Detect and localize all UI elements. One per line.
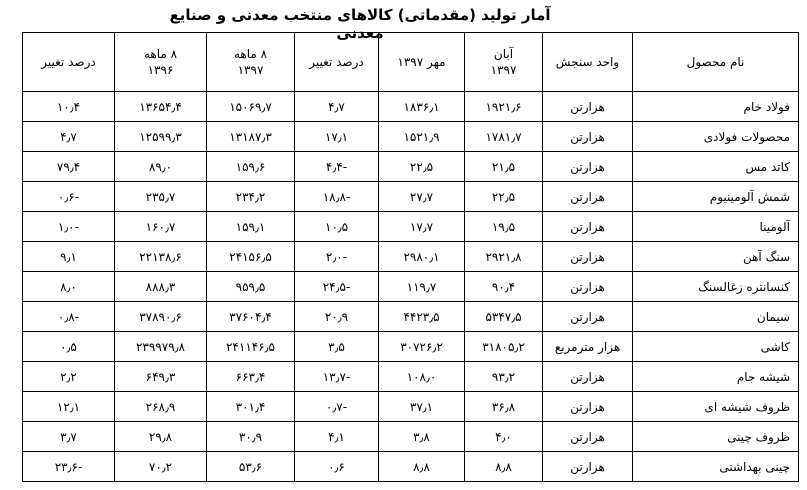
cell-change-monthly: -۰٫۷ [295, 392, 379, 422]
cell-product-name: کاشی [633, 332, 799, 362]
cell-change-monthly: -۲۴٫۵ [295, 272, 379, 302]
table-row [23, 362, 799, 392]
cell-unit: هزارتن [543, 362, 633, 392]
cell-aban: ۵۳۴۷٫۵ [465, 302, 543, 332]
cell-mehr: ۲۷٫۷ [379, 182, 465, 212]
header-8month-1397 [207, 33, 295, 92]
cell-change-monthly: ۱۷٫۱ [295, 122, 379, 152]
cell-aban: ۲۲٫۵ [465, 182, 543, 212]
cell-8month-1397: ۵۳٫۶ [207, 452, 295, 482]
cell-8month-1397: ۱۳۱۸۷٫۳ [207, 122, 295, 152]
cell-8month-1396: ۲۳۹۹۷۹٫۸ [115, 332, 207, 362]
header-mehr: مهر ۱۳۹۷ [379, 33, 465, 92]
cell-8month-1397: ۱۵۹٫۶ [207, 152, 295, 182]
cell-8month-1397: ۳۰۱٫۴ [207, 392, 295, 422]
table-body [23, 92, 799, 482]
page-title: آمار تولید (مقدماتی) کالاهای منتخب معدنی و صنایع معدنی [169, 6, 551, 42]
production-table [22, 32, 799, 482]
table-row [23, 212, 799, 242]
cell-unit: هزارتن [543, 422, 633, 452]
cell-8month-1396: ۶۴۹٫۳ [115, 362, 207, 392]
cell-product-name: سنگ آهن [633, 242, 799, 272]
header-aban-month: آبان [493, 47, 514, 61]
cell-aban: ۱۷۸۱٫۷ [465, 122, 543, 152]
cell-product-name: ظروف شیشه ای [633, 392, 799, 422]
cell-change-monthly: ۴٫۷ [295, 92, 379, 122]
cell-aban: ۳۶٫۸ [465, 392, 543, 422]
header-8month-1397-year: ۱۳۹۷ [237, 63, 264, 77]
cell-product-name: محصولات فولادی [633, 122, 799, 152]
cell-mehr: ۴۴۲۳٫۵ [379, 302, 465, 332]
header-8month-1397-label: ۸ ماهه [233, 47, 268, 61]
cell-8month-1396: ۲۶۸٫۹ [115, 392, 207, 422]
cell-change-monthly: -۱۸٫۸ [295, 182, 379, 212]
cell-aban: ۳۱۸۰۵٫۲ [465, 332, 543, 362]
header-change-8month: درصد تغییر [23, 33, 115, 92]
cell-8month-1396: ۲۳۵٫۷ [115, 182, 207, 212]
header-change-monthly: درصد تغییر [295, 33, 379, 92]
cell-product-name: شیشه جام [633, 362, 799, 392]
cell-8month-1397: ۲۴۱۵۶٫۵ [207, 242, 295, 272]
cell-unit: هزارتن [543, 302, 633, 332]
cell-8month-1396: ۲۲۱۳۸٫۶ [115, 242, 207, 272]
cell-aban: ۴٫۰ [465, 422, 543, 452]
cell-change-monthly: -۲٫۰ [295, 242, 379, 272]
table-row [23, 152, 799, 182]
cell-unit: هزارتن [543, 212, 633, 242]
header-aban [465, 33, 543, 92]
table-row [23, 122, 799, 152]
cell-aban: ۲۹۲۱٫۸ [465, 242, 543, 272]
cell-change-monthly: ۱۰٫۵ [295, 212, 379, 242]
cell-8month-1396: ۱۳۶۵۴٫۴ [115, 92, 207, 122]
cell-mehr: ۱۸۳۶٫۱ [379, 92, 465, 122]
cell-mehr: ۳۷٫۱ [379, 392, 465, 422]
cell-change-8month: ۷۹٫۴ [23, 152, 115, 182]
cell-product-name: چینی بهداشتی [633, 452, 799, 482]
table-row [23, 242, 799, 272]
cell-8month-1396: ۱۲۵۹۹٫۳ [115, 122, 207, 152]
cell-change-8month: ۸٫۰ [23, 272, 115, 302]
cell-8month-1396: ۳۷۸۹۰٫۶ [115, 302, 207, 332]
header-unit: واحد سنجش [543, 33, 633, 92]
cell-aban: ۱۹۲۱٫۶ [465, 92, 543, 122]
cell-change-8month: ۱۰٫۴ [23, 92, 115, 122]
cell-8month-1396: ۲۹٫۸ [115, 422, 207, 452]
cell-change-monthly: ۲۰٫۹ [295, 302, 379, 332]
cell-change-8month: ۱۲٫۱ [23, 392, 115, 422]
cell-mehr: ۱۵۲۱٫۹ [379, 122, 465, 152]
cell-change-8month: -۱٫۰ [23, 212, 115, 242]
cell-change-monthly: ۳٫۵ [295, 332, 379, 362]
table-row [23, 302, 799, 332]
cell-unit: هزار مترمربع [543, 332, 633, 362]
cell-mehr: ۸٫۸ [379, 452, 465, 482]
cell-8month-1396: ۷۰٫۲ [115, 452, 207, 482]
cell-product-name: فولاد خام [633, 92, 799, 122]
cell-change-monthly: ۴٫۱ [295, 422, 379, 452]
cell-aban: ۹۰٫۴ [465, 272, 543, 302]
cell-mehr: ۲۹۸۰٫۱ [379, 242, 465, 272]
cell-unit: هزارتن [543, 392, 633, 422]
table-row [23, 452, 799, 482]
cell-8month-1397: ۱۵۰۶۹٫۷ [207, 92, 295, 122]
cell-mehr: ۳٫۸ [379, 422, 465, 452]
cell-unit: هزارتن [543, 92, 633, 122]
cell-aban: ۸٫۸ [465, 452, 543, 482]
cell-8month-1397: ۶۶۳٫۴ [207, 362, 295, 392]
cell-mehr: ۱۷٫۷ [379, 212, 465, 242]
header-row [23, 33, 799, 92]
table-row [23, 422, 799, 452]
cell-change-8month: -۲۳٫۶ [23, 452, 115, 482]
cell-8month-1397: ۹۵۹٫۵ [207, 272, 295, 302]
cell-unit: هزارتن [543, 152, 633, 182]
table-row [23, 182, 799, 212]
cell-change-8month: -۰٫۸ [23, 302, 115, 332]
cell-unit: هزارتن [543, 242, 633, 272]
cell-8month-1397: ۲۳۴٫۲ [207, 182, 295, 212]
cell-aban: ۹۳٫۲ [465, 362, 543, 392]
table-row [23, 272, 799, 302]
header-aban-year: ۱۳۹۷ [490, 63, 517, 77]
cell-aban: ۱۹٫۵ [465, 212, 543, 242]
cell-change-monthly: ۰٫۶ [295, 452, 379, 482]
table-row [23, 392, 799, 422]
cell-8month-1397: ۲۴۱۱۴۶٫۵ [207, 332, 295, 362]
cell-unit: هزارتن [543, 182, 633, 212]
cell-product-name: کنسانتره زغالسنگ [633, 272, 799, 302]
cell-change-8month: ۹٫۱ [23, 242, 115, 272]
cell-product-name: آلومینا [633, 212, 799, 242]
cell-mehr: ۲۲٫۵ [379, 152, 465, 182]
header-8month-1396-label: ۸ ماهه [143, 47, 178, 61]
cell-8month-1397: ۳۷۶۰۴٫۴ [207, 302, 295, 332]
cell-product-name: کاتد مس [633, 152, 799, 182]
cell-change-8month: ۳٫۷ [23, 422, 115, 452]
cell-product-name: سیمان [633, 302, 799, 332]
cell-8month-1396: ۸۸۸٫۳ [115, 272, 207, 302]
table-row [23, 92, 799, 122]
cell-change-8month: ۰٫۵ [23, 332, 115, 362]
cell-8month-1397: ۱۵۹٫۱ [207, 212, 295, 242]
cell-product-name: شمش آلومینیوم [633, 182, 799, 212]
cell-8month-1396: ۱۶۰٫۷ [115, 212, 207, 242]
cell-change-8month: -۰٫۶ [23, 182, 115, 212]
cell-aban: ۲۱٫۵ [465, 152, 543, 182]
cell-mehr: ۳۰۷۲۶٫۲ [379, 332, 465, 362]
cell-unit: هزارتن [543, 452, 633, 482]
header-8month-1396-year: ۱۳۹۶ [147, 63, 174, 77]
table-row [23, 332, 799, 362]
cell-change-8month: ۴٫۷ [23, 122, 115, 152]
cell-mehr: ۱۰۸٫۰ [379, 362, 465, 392]
cell-change-monthly: -۴٫۴ [295, 152, 379, 182]
cell-change-8month: ۲٫۲ [23, 362, 115, 392]
header-product-name: نام محصول [633, 33, 799, 92]
cell-unit: هزارتن [543, 122, 633, 152]
cell-mehr: ۱۱۹٫۷ [379, 272, 465, 302]
header-8month-1396 [115, 33, 207, 92]
cell-change-monthly: -۱۳٫۷ [295, 362, 379, 392]
cell-8month-1397: ۳۰٫۹ [207, 422, 295, 452]
cell-product-name: ظروف چینی [633, 422, 799, 452]
cell-8month-1396: ۸۹٫۰ [115, 152, 207, 182]
cell-unit: هزارتن [543, 272, 633, 302]
